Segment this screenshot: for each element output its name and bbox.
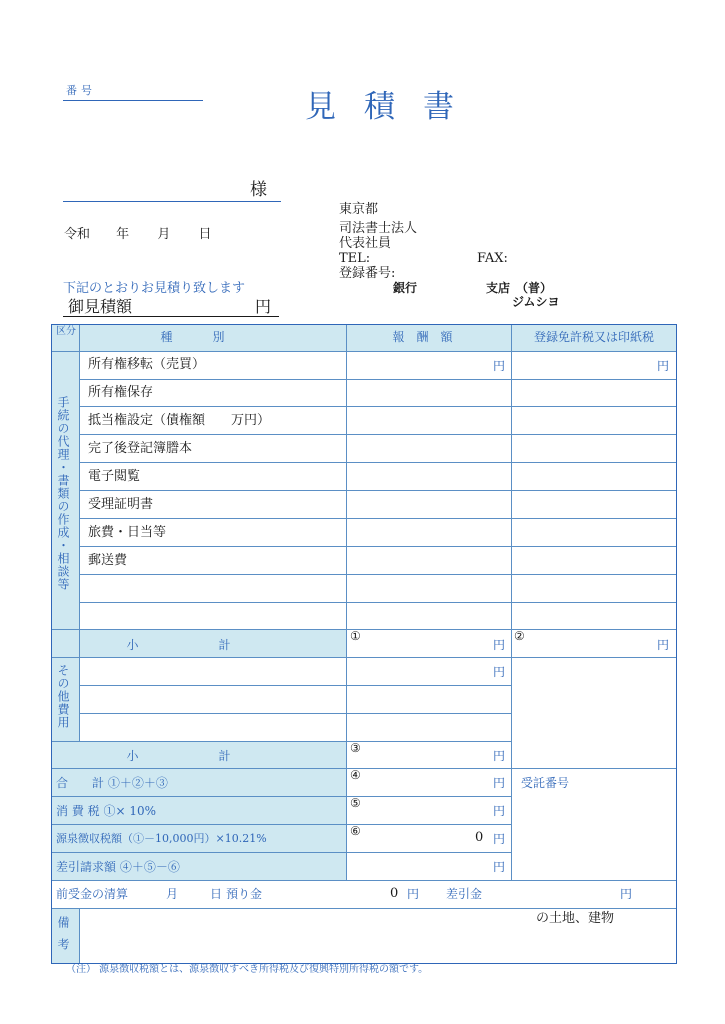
circ-2: ② — [514, 629, 525, 643]
issue-date — [64, 228, 211, 241]
circ-4: ④ — [350, 768, 361, 782]
row-label-0: 所有権移転（売買） — [88, 357, 206, 372]
number-label: 番号 — [66, 84, 96, 97]
bank-name: 銀行 — [393, 281, 418, 295]
intro-text: 下記のとおりお見積り致します — [63, 281, 246, 296]
remarks-text: の土地、建物 — [536, 911, 615, 926]
row-label-1: 所有権保存 — [88, 385, 154, 400]
addressee-suffix: 様 — [250, 180, 267, 200]
number-underline — [63, 100, 203, 101]
row-label-3: 完了後登記簿謄本 — [88, 441, 193, 456]
withholding-yen: 円 — [493, 832, 506, 846]
issuer-representative: 代表社員 — [339, 236, 392, 251]
section1-label: 手続の代理・書類の作成・相談等 — [56, 396, 70, 591]
account-type: （普） — [516, 281, 553, 295]
advance-label: 前受金の清算 — [56, 887, 129, 901]
row-label-7: 郵送費 — [88, 553, 128, 568]
col-category-header: 区分 — [56, 326, 76, 337]
consumption-tax-yen: 円 — [493, 804, 506, 818]
fee-row0-yen: 円 — [493, 359, 506, 373]
billing-label: 差引請求額 ④＋⑤－⑥ — [56, 860, 180, 874]
issuer-registration: 登録番号: — [339, 266, 396, 281]
amount-underline — [63, 316, 279, 317]
section2-label: その他費用 — [56, 664, 70, 729]
date-month: 月 — [157, 227, 171, 242]
date-day: 日 — [198, 227, 212, 242]
difference-yen: 円 — [620, 887, 633, 901]
date-era: 令和 — [64, 227, 91, 242]
advance-month: 月 — [166, 887, 179, 901]
row-label-2: 抵当権設定（債権額 万円） — [88, 413, 271, 428]
circ-3: ③ — [350, 741, 361, 755]
entrust-number-label: 受託番号 — [521, 776, 570, 790]
subtotal2-yen: 円 — [493, 749, 506, 763]
date-year: 年 — [116, 227, 130, 242]
difference-label: 差引金 — [446, 887, 483, 901]
billing-yen: 円 — [493, 860, 506, 874]
row-label-6: 旅費・日当等 — [88, 525, 167, 540]
total-label: 合 計 ①＋②＋③ — [56, 776, 168, 790]
bank-branch: 支店 — [486, 281, 511, 295]
col-fee-header: 報酬額 — [392, 330, 465, 344]
issuer-prefecture: 東京都 — [339, 202, 379, 217]
amount-label: 御見積額 — [68, 297, 133, 316]
col-type-header: 種別 — [160, 330, 265, 344]
issuer-fax: FAX: — [477, 251, 508, 266]
col-tax-header: 登録免許税又は印紙税 — [533, 330, 654, 344]
amount-yen: 円 — [255, 297, 272, 316]
circ-6: ⑥ — [350, 824, 361, 838]
total-yen: 円 — [493, 776, 506, 790]
circ-5: ⑤ — [350, 796, 361, 810]
issuer-firm: 司法書士法人 — [339, 221, 418, 236]
other-fee-yen: 円 — [493, 665, 506, 679]
advance-value: 0 — [390, 886, 399, 901]
subtotal2-label: 小計 — [126, 749, 311, 763]
subtotal1-fee-yen: 円 — [493, 638, 506, 652]
remarks-label: 備考 — [56, 916, 70, 960]
withholding-label: 源泉徴収税額（①－10,000円）×10.21% — [56, 832, 267, 845]
document-title: 見積書 — [305, 89, 482, 125]
account-name: ジムシヨ — [512, 295, 560, 309]
footnote: （注） 源泉徴収税額とは、源泉徴収すべき所得税及び復興特別所得税の額です。 — [66, 964, 429, 975]
advance-deposit-label: 預り金 — [226, 887, 263, 901]
row-label-5: 受理証明書 — [88, 497, 154, 512]
tax-row0-yen: 円 — [657, 359, 670, 373]
row-label-4: 電子閲覧 — [88, 469, 141, 484]
issuer-tel: TEL: — [339, 251, 371, 266]
subtotal1-label: 小計 — [126, 638, 311, 652]
circ-1: ① — [350, 629, 361, 643]
advance-day: 日 — [210, 887, 223, 901]
consumption-tax-label: 消 費 税 ①× 10% — [56, 804, 156, 818]
advance-yen: 円 — [407, 887, 420, 901]
subtotal1-tax-yen: 円 — [657, 638, 670, 652]
addressee-underline — [63, 201, 281, 202]
withholding-value: 0 — [475, 830, 484, 845]
